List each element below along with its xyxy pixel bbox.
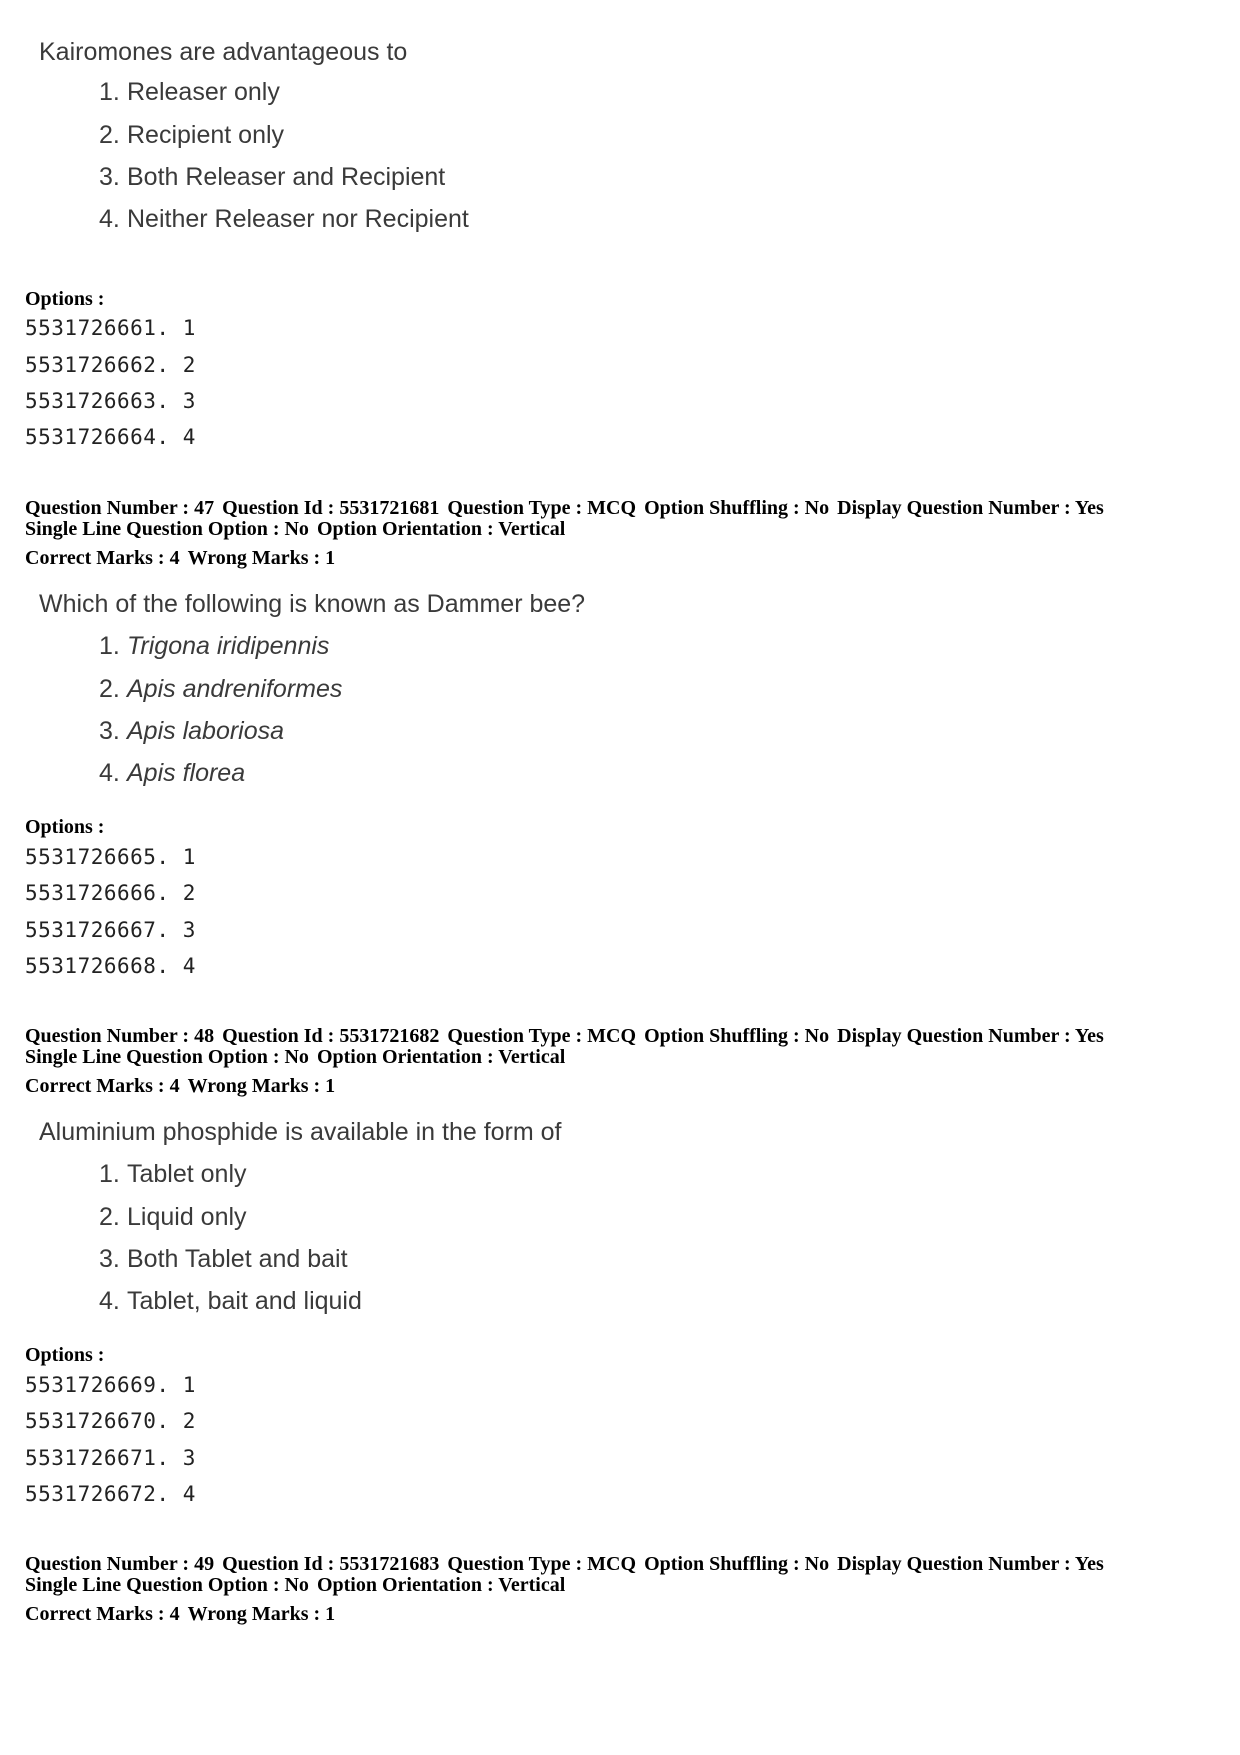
choice-2: 2. Liquid only <box>99 1203 247 1231</box>
question-marks-line: Correct Marks : 4 Wrong Marks : 1 <box>25 1603 336 1625</box>
choice-3: 3. Both Tablet and bait <box>99 1245 348 1273</box>
choice-4: 4. Tablet, bait and liquid <box>99 1287 362 1315</box>
question-stem: Aluminium phosphide is available in the form of <box>39 1118 562 1146</box>
choice-4: 4. Neither Releaser nor Recipient <box>99 205 469 233</box>
question-meta-line-2: Single Line Question Option : No Option Orientation : Vertical <box>25 1574 566 1596</box>
choice-1: 1. Trigona iridipennis <box>99 632 330 660</box>
question-meta-line-1: Question Number : 47 Question Id : 5531721681 Question Type : MCQ Option Shuffling : No Display Question Number : Yes <box>25 497 1104 519</box>
choice-1: 1. Tablet only <box>99 1160 247 1188</box>
choice-3: 3. Both Releaser and Recipient <box>99 163 446 191</box>
options-label: Options : <box>25 1344 105 1366</box>
options-label: Options : <box>25 816 105 838</box>
choice-1: 1. Releaser only <box>99 78 280 106</box>
question-meta-line-1: Question Number : 49 Question Id : 5531721683 Question Type : MCQ Option Shuffling : No Display Question Number : Yes <box>25 1553 1104 1575</box>
option-id-3: 5531726667. 3 <box>25 918 196 942</box>
option-id-1: 5531726661. 1 <box>25 316 196 340</box>
question-image <box>25 582 665 812</box>
options-label: Options : <box>25 288 105 310</box>
choice-4: 4. Apis florea <box>99 759 246 787</box>
question-stem: Kairomones are advantageous to <box>39 38 408 66</box>
option-id-3: 5531726663. 3 <box>25 389 196 413</box>
option-id-2: 5531726670. 2 <box>25 1409 196 1433</box>
question-meta-line-2: Single Line Question Option : No Option Orientation : Vertical <box>25 1046 566 1068</box>
question-marks-line: Correct Marks : 4 Wrong Marks : 1 <box>25 1075 336 1097</box>
choice-3: 3. Apis laboriosa <box>99 717 285 745</box>
question-marks-line: Correct Marks : 4 Wrong Marks : 1 <box>25 547 336 569</box>
question-image <box>25 1110 665 1340</box>
choice-2: 2. Apis andreniformes <box>99 675 343 703</box>
option-id-3: 5531726671. 3 <box>25 1446 196 1470</box>
question-meta-line-2: Single Line Question Option : No Option Orientation : Vertical <box>25 518 566 540</box>
option-id-4: 5531726664. 4 <box>25 425 196 449</box>
choice-2: 2. Recipient only <box>99 121 285 149</box>
option-id-1: 5531726669. 1 <box>25 1373 196 1397</box>
question-meta-line-1: Question Number : 48 Question Id : 5531721682 Question Type : MCQ Option Shuffling : No Display Question Number : Yes <box>25 1025 1104 1047</box>
option-id-2: 5531726666. 2 <box>25 881 196 905</box>
question-stem: Which of the following is known as Dammer bee? <box>39 590 586 618</box>
option-id-4: 5531726672. 4 <box>25 1482 196 1506</box>
option-id-1: 5531726665. 1 <box>25 845 196 869</box>
question-image <box>25 30 665 260</box>
option-id-2: 5531726662. 2 <box>25 353 196 377</box>
option-id-4: 5531726668. 4 <box>25 954 196 978</box>
